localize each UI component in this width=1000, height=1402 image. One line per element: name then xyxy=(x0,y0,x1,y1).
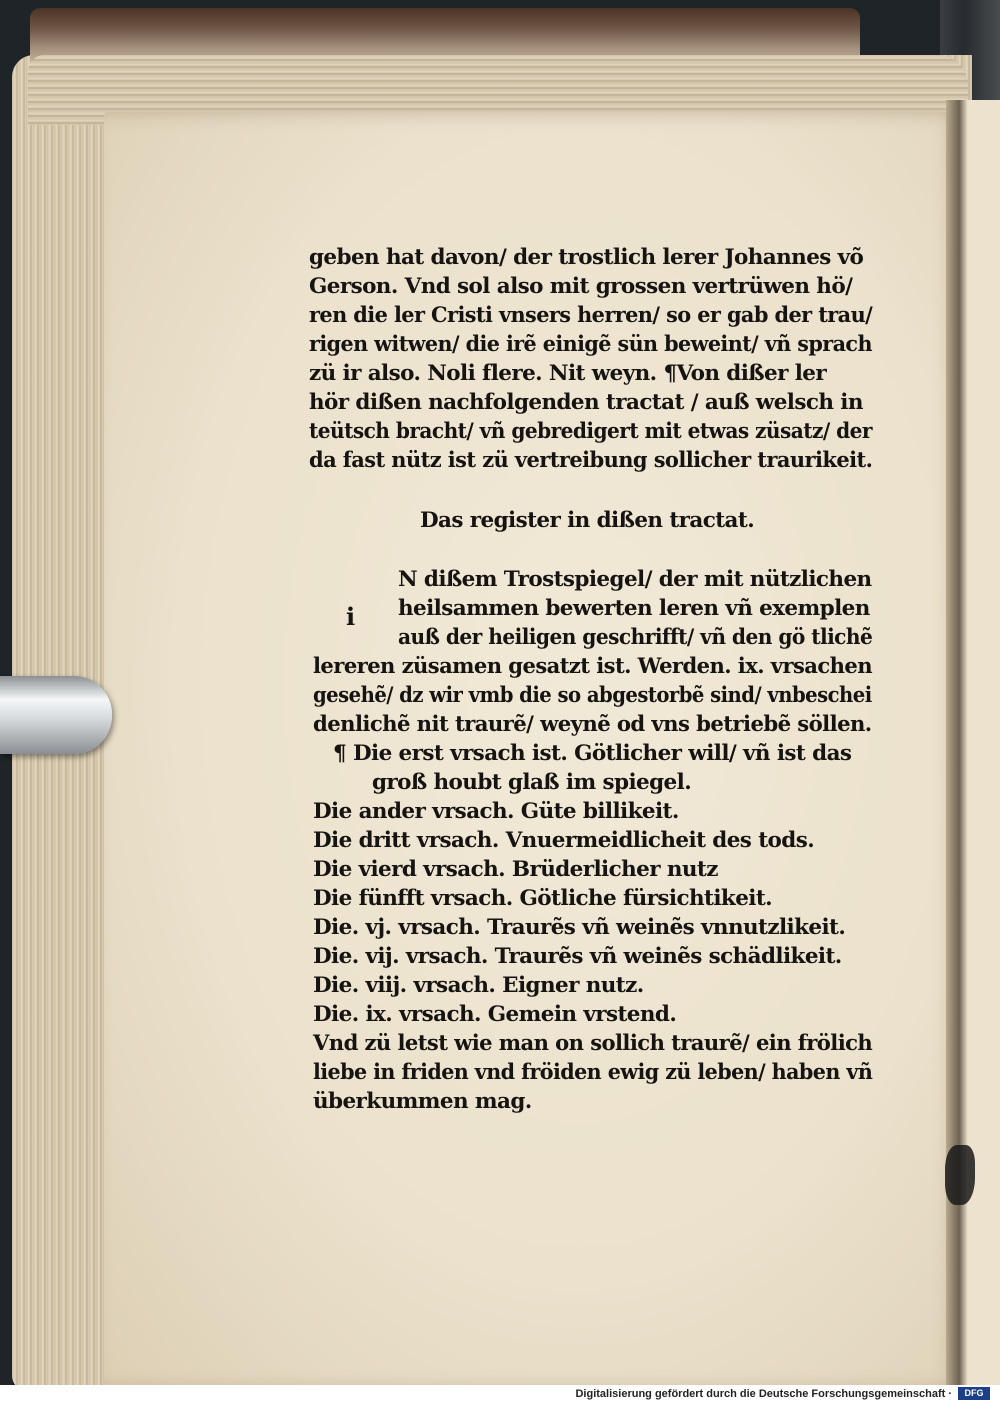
register-line: N dißem Trostspiegel/ der mit nützlichen xyxy=(398,567,872,592)
funding-credit: Digitalisierung gefördert durch die Deutsche Forschungsgemeinschaft · xyxy=(575,1388,952,1400)
intro-line: hör dißen nachfolgenden tractat / auß welsch in xyxy=(309,390,863,415)
register-line: Die. vij. vrsach. Traurẽs vñ weinẽs schädlikeit. xyxy=(313,944,842,969)
intro-line: zü ir also. Noli flere. Nit weyn. ¶Von dißer ler xyxy=(309,361,827,386)
register-line: Die ander vrsach. Güte billikeit. xyxy=(313,799,679,824)
register-line: denlichẽ nit traurẽ/ weynẽ od vns betriebẽ söllen. xyxy=(313,712,872,737)
footer-bar xyxy=(0,1385,1000,1402)
register-line: Die dritt vrsach. Vnuermeidlicheit des tods. xyxy=(313,828,815,853)
register-line: Vnd zü letst wie man on sollich traurẽ/ ein frölich xyxy=(313,1031,873,1056)
intro-line: geben hat davon/ der trostlich lerer Johannes võ xyxy=(309,245,864,270)
register-line: groß houbt glaß im spiegel. xyxy=(372,770,692,795)
initial-letter: i xyxy=(346,602,356,631)
register-line: gesehẽ/ dz wir vmb die so abgestorbẽ sind/ vnbeschei xyxy=(313,683,872,708)
register-line: Die fünfft vrsach. Götliche fürsichtikeit. xyxy=(313,886,773,911)
register-line: auß der heiligen geschrifft/ vñ den gö tlichẽ xyxy=(398,625,873,650)
register-line: ¶ Die erst vrsach ist. Götlicher will/ vñ ist das xyxy=(333,741,852,766)
register-line: Die. viij. vrsach. Eigner nutz. xyxy=(313,973,644,998)
ink-blot xyxy=(945,1145,975,1205)
register-line: überkummen mag. xyxy=(313,1089,532,1114)
register-line: Die. vj. vrsach. Traurẽs vñ weinẽs vnnutzlikeit. xyxy=(313,915,846,940)
register-line: liebe in friden vnd fröiden ewig zü leben/ haben vñ xyxy=(313,1060,873,1085)
register-line: Die vierd vrsach. Brüderlicher nutz xyxy=(313,857,718,882)
register-heading: Das register in dißen tractat. xyxy=(420,508,755,533)
register-line: lereren züsamen gesatzt ist. Werden. ix. vrsachen xyxy=(313,654,873,679)
intro-line: da fast nütz ist zü vertreibung sollicher traurikeit. xyxy=(309,448,873,473)
page-clamp xyxy=(0,676,112,754)
dfg-logo: DFG xyxy=(958,1387,990,1400)
intro-line: teütsch bracht/ vñ gebredigert mit etwas züsatz/ der xyxy=(309,419,872,444)
register-line: Die. ix. vrsach. Gemein vrstend. xyxy=(313,1002,677,1027)
intro-line: ren die ler Cristi vnsers herren/ so er gab der trau/ xyxy=(309,303,873,328)
intro-line: Gerson. Vnd sol also mit grossen vertrüwen hö/ xyxy=(309,274,853,299)
register-line: heilsammen bewerten leren vñ exemplen xyxy=(398,596,870,621)
intro-line: rigen witwen/ die irẽ einigẽ sün beweint/ vñ sprach xyxy=(309,332,872,357)
